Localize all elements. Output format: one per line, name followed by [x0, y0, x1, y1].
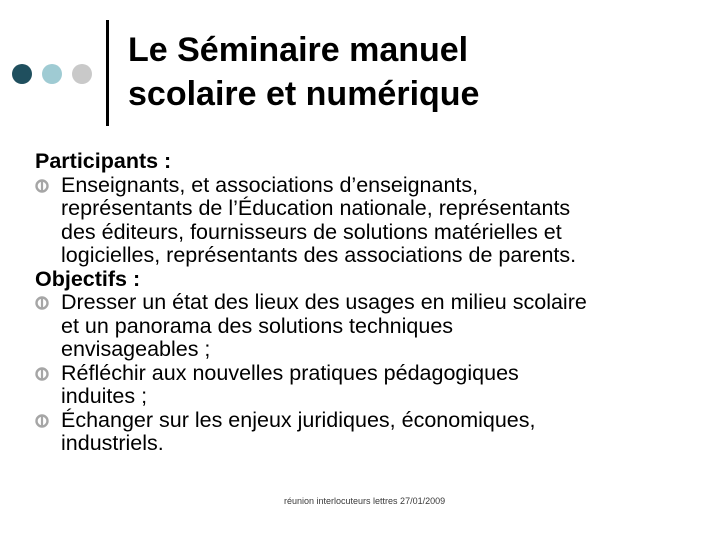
decorative-dots [12, 64, 96, 84]
bullet-text [61, 362, 695, 409]
slide-title-line-1: Le Séminaire manuel [128, 31, 469, 69]
objectifs-bullet [35, 362, 695, 409]
ring-bullet-icon [35, 296, 49, 310]
participants-bullet [35, 174, 695, 268]
objectifs-bullet [35, 291, 695, 362]
ring-bullet-icon [35, 414, 49, 428]
bullet-line: des éditeurs, fournisseurs de solutions matérielles et [61, 219, 562, 244]
light-teal-dot [42, 64, 62, 84]
bullet-line: représentants de l’Éducation nationale, représentants [61, 196, 571, 220]
bullet-line: Dresser un état des lieux des usages en milieu scolaire [61, 290, 587, 314]
bullet-line: Réfléchir aux nouvelles pratiques pédagogiques [61, 360, 519, 385]
bullet-line: et un panorama des solutions techniques [61, 313, 454, 338]
objectifs-bullet [35, 409, 695, 456]
bullet-line: envisageables ; [61, 337, 211, 361]
title-divider [106, 20, 109, 126]
participants-heading: Participants : [35, 149, 172, 173]
bullet-text [61, 174, 695, 268]
dark-teal-dot [12, 64, 32, 84]
objectifs-heading: Objectifs : [35, 266, 141, 291]
slide-title [128, 28, 708, 116]
slide-title-line-2: scolaire et numérique [128, 75, 480, 113]
bullet-line: Échanger sur les enjeux juridiques, économiques, [61, 407, 536, 432]
ring-bullet-icon [35, 367, 49, 381]
bullet-text [61, 409, 695, 456]
bullet-line: Enseignants, et associations d’enseignants, [61, 172, 479, 197]
bullet-line: logicielles, représentants des associations de parents. [61, 243, 577, 267]
slide-body [35, 150, 695, 456]
grey-dot [72, 64, 92, 84]
bullet-line: induites ; [61, 384, 148, 408]
bullet-text [61, 291, 695, 362]
bullet-line: industriels. [61, 431, 164, 455]
footer-note: réunion interlocuteurs lettres 27/01/2009 [284, 496, 446, 506]
ring-bullet-icon [35, 179, 49, 193]
